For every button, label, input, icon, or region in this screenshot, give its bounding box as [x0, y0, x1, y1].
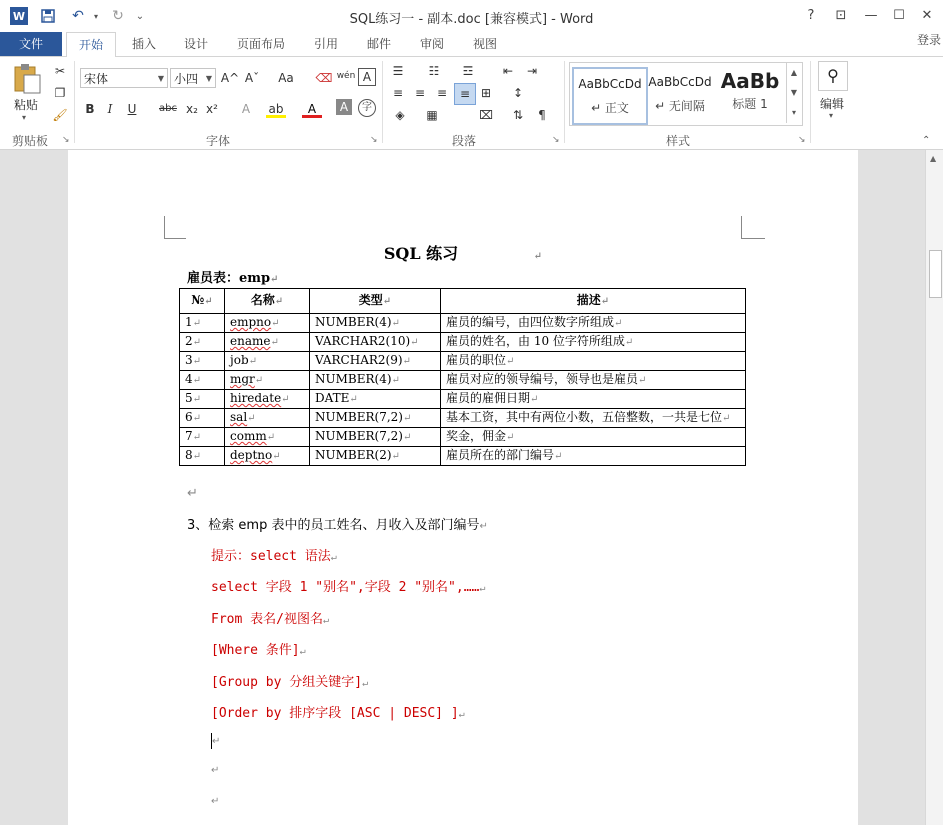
undo-icon[interactable]: ↶: [72, 8, 84, 24]
scroll-up-icon[interactable]: ▲: [930, 154, 937, 163]
cell-no[interactable]: 6↵: [180, 409, 225, 428]
table-row: [180, 371, 746, 390]
hint-line[interactable]: [Group by 分组关键字]↵: [211, 675, 369, 690]
chinese-layout-icon[interactable]: ⌧: [479, 108, 493, 122]
justify-icon[interactable]: ≡: [454, 83, 476, 105]
hint-line[interactable]: 提示：select 语法↵: [211, 549, 337, 564]
undo-dropdown-icon[interactable]: ▾: [93, 11, 98, 21]
cell-name[interactable]: deptno↵: [225, 447, 310, 466]
shading-icon[interactable]: ◈: [395, 108, 405, 122]
cell-desc[interactable]: 雇员所在的部门编号↵: [441, 447, 746, 466]
char-shading-icon[interactable]: A: [336, 99, 352, 115]
enclose-char-icon[interactable]: 字: [358, 99, 376, 117]
font-name-select[interactable]: [80, 68, 168, 88]
empty-paragraph[interactable]: ↵: [211, 765, 220, 776]
minimize-button[interactable]: —: [864, 8, 878, 23]
cell-name[interactable]: sal↵: [225, 409, 310, 428]
separator: [382, 61, 383, 143]
cell-no[interactable]: 1↵: [180, 314, 225, 333]
close-button[interactable]: ✕: [921, 8, 933, 23]
style-name: ↵ 正文: [591, 101, 629, 115]
font-name-value: 宋体: [84, 72, 109, 86]
clipboard-launcher-icon[interactable]: ↘: [62, 135, 70, 145]
cell-desc[interactable]: 雇员的雇佣日期↵: [441, 390, 746, 409]
align-left-icon[interactable]: ≡: [392, 86, 404, 100]
cut-icon[interactable]: ✂: [54, 64, 66, 78]
help-button[interactable]: ?: [807, 8, 815, 23]
cell-name[interactable]: comm↵: [225, 428, 310, 447]
ribbon-tabs: [0, 32, 943, 57]
paste-icon[interactable]: [12, 63, 42, 95]
editing-label[interactable]: 编辑: [820, 97, 845, 111]
paste-label[interactable]: 粘贴: [14, 98, 39, 112]
paste-dropdown-icon[interactable]: ▾: [22, 113, 27, 122]
header-desc[interactable]: 描述↵: [441, 289, 746, 314]
font-size-value: 小四: [174, 72, 199, 86]
sign-in-link[interactable]: 登录: [916, 33, 941, 47]
line-spacing-icon[interactable]: ↕: [512, 86, 524, 100]
hint-line[interactable]: select 字段 1 "别名",字段 2 "别名",……↵: [211, 580, 486, 595]
cell-type[interactable]: NUMBER(4)↵: [310, 371, 441, 390]
highlight-icon[interactable]: ab: [266, 99, 286, 118]
separator: [74, 61, 75, 143]
subscript-button[interactable]: x₂: [186, 102, 198, 116]
cell-type[interactable]: VARCHAR2(9)↵: [310, 352, 441, 371]
superscript-button[interactable]: x²: [206, 102, 218, 116]
title-bar: [0, 0, 943, 32]
maximize-button[interactable]: ☐: [893, 8, 905, 23]
table-row: [180, 352, 746, 371]
paragraph-launcher-icon[interactable]: ↘: [552, 135, 560, 145]
cell-type[interactable]: NUMBER(7,2)↵: [310, 428, 441, 447]
table-row: [180, 390, 746, 409]
scroll-thumb[interactable]: [929, 250, 942, 298]
copy-icon[interactable]: ❐: [54, 86, 66, 100]
style-name: 标题 1: [732, 97, 768, 111]
ribbon-display-button[interactable]: ⊡: [835, 8, 847, 23]
format-painter-icon[interactable]: 🖌: [52, 108, 68, 122]
cell-no[interactable]: 8↵: [180, 447, 225, 466]
tab-design[interactable]: 设计: [183, 37, 208, 51]
tab-insert[interactable]: 插入: [131, 37, 156, 51]
font-color-icon[interactable]: A: [302, 99, 322, 118]
font-launcher-icon[interactable]: ↘: [370, 135, 378, 145]
table-header-row: [180, 289, 746, 314]
emp-table[interactable]: [179, 288, 746, 466]
table-row: [180, 333, 746, 352]
style-normal[interactable]: [572, 67, 648, 125]
bold-button[interactable]: B: [85, 102, 95, 116]
cell-no[interactable]: 5↵: [180, 390, 225, 409]
align-right-icon[interactable]: ≡: [436, 86, 448, 100]
strikethrough-button[interactable]: abc: [159, 103, 177, 114]
tab-view[interactable]: 视图: [472, 37, 497, 51]
cell-desc[interactable]: 雇员的编号，由四位数字所组成↵: [441, 314, 746, 333]
cell-no[interactable]: 3↵: [180, 352, 225, 371]
paragraph-mark: ↵: [187, 486, 198, 501]
underline-button[interactable]: U: [127, 102, 137, 116]
separator: [810, 61, 811, 143]
font-group-label: 字体: [206, 134, 231, 148]
styles-scroll[interactable]: ▲ ▼ ▾: [786, 63, 801, 123]
redo-icon[interactable]: ↻: [112, 8, 124, 24]
corner-mark: [741, 238, 765, 239]
paragraph-group-label: 段落: [452, 134, 477, 148]
multilevel-list-icon[interactable]: ☲: [462, 64, 474, 78]
header-name[interactable]: 名称↵: [225, 289, 310, 314]
decrease-indent-icon[interactable]: ⇤: [502, 64, 514, 78]
hint-line[interactable]: From 表名/视图名↵: [211, 612, 329, 627]
clear-format-icon[interactable]: ⌫: [315, 71, 333, 85]
table-row: [180, 314, 746, 333]
cell-name[interactable]: mgr↵: [225, 371, 310, 390]
numbering-icon[interactable]: ☷: [428, 64, 440, 78]
distributed-icon[interactable]: ⊞: [480, 86, 492, 100]
tab-references[interactable]: 引用: [313, 37, 338, 51]
empty-paragraph[interactable]: ↵: [211, 796, 220, 807]
cell-name[interactable]: ename↵: [225, 333, 310, 352]
bullets-icon[interactable]: ☰: [392, 64, 404, 78]
cell-desc[interactable]: 奖金，佣金↵: [441, 428, 746, 447]
ribbon: [0, 57, 943, 150]
cell-type[interactable]: NUMBER(2)↵: [310, 447, 441, 466]
document-page[interactable]: [68, 150, 858, 825]
table-row: [180, 447, 746, 466]
customize-quick-access-icon[interactable]: ⌄: [135, 10, 145, 22]
style-preview: AaBb: [720, 69, 780, 93]
header-type[interactable]: 类型↵: [310, 289, 441, 314]
document-title[interactable]: SQL 练习 ↵: [383, 244, 543, 263]
show-marks-icon[interactable]: ¶: [538, 108, 546, 122]
question-3[interactable]: 3、检索 emp 表中的员工姓名、月收入及部门编号↵: [187, 518, 488, 533]
window-title: SQL练习一 - 副本.doc [兼容模式] - Word: [349, 12, 594, 27]
document-area: [0, 150, 925, 825]
corner-mark: [741, 216, 742, 238]
tab-home[interactable]: 开始: [66, 32, 116, 58]
tab-layout[interactable]: 页面布局: [236, 37, 285, 51]
char-border-button[interactable]: A: [358, 68, 376, 86]
text-effects-icon[interactable]: A: [241, 102, 251, 116]
vertical-scrollbar[interactable]: [925, 150, 943, 825]
cell-no[interactable]: 7↵: [180, 428, 225, 447]
cell-desc[interactable]: 雇员对应的领导编号，领导也是雇员↵: [441, 371, 746, 390]
hint-line[interactable]: [Order by 排序字段 [ASC | DESC] ]↵: [211, 706, 465, 721]
align-center-icon[interactable]: ≡: [414, 86, 426, 100]
header-no[interactable]: №↵: [180, 289, 225, 314]
style-preview: AaBbCcDd: [578, 77, 642, 91]
hint-line[interactable]: [Where 条件]↵: [211, 643, 306, 658]
cell-type[interactable]: NUMBER(4)↵: [310, 314, 441, 333]
chevron-down-icon: ▼: [157, 74, 164, 83]
cell-type[interactable]: NUMBER(7,2)↵: [310, 409, 441, 428]
corner-mark: [164, 238, 186, 239]
cell-type[interactable]: VARCHAR2(10)↵: [310, 333, 441, 352]
cell-desc[interactable]: 雇员的职位↵: [441, 352, 746, 371]
style-name: ↵ 无间隔: [655, 99, 705, 113]
chevron-down-icon: ▼: [205, 74, 212, 83]
italic-button[interactable]: I: [107, 102, 113, 116]
table-row: [180, 428, 746, 447]
cell-name[interactable]: empno↵: [225, 314, 310, 333]
cell-desc[interactable]: 基本工资，其中有两位小数，五倍整数，一共是七位↵: [441, 409, 746, 428]
tab-review[interactable]: 审阅: [419, 37, 444, 51]
cell-desc[interactable]: 雇员的姓名，由 10 位字符所组成↵: [441, 333, 746, 352]
change-case-button[interactable]: Aa: [278, 71, 294, 85]
cell-name[interactable]: hiredate↵: [225, 390, 310, 409]
shrink-font-button[interactable]: Aˇ: [244, 71, 260, 85]
cell-no[interactable]: 2↵: [180, 333, 225, 352]
clipboard-group-label: 剪贴板: [12, 134, 49, 148]
cell-name[interactable]: job↵: [225, 352, 310, 371]
font-size-select[interactable]: [170, 68, 216, 88]
cell-type[interactable]: DATE↵: [310, 390, 441, 409]
tab-mailings[interactable]: 邮件: [366, 37, 391, 51]
phonetic-guide-button[interactable]: wén: [336, 71, 356, 81]
cell-no[interactable]: 4↵: [180, 371, 225, 390]
grow-font-button[interactable]: A^: [220, 71, 240, 85]
word-icon[interactable]: W: [10, 7, 28, 25]
editing-dropdown-icon[interactable]: ▾: [829, 111, 834, 120]
collapse-ribbon-icon[interactable]: ⌃: [922, 135, 931, 146]
style-preview: AaBbCcDd: [648, 75, 712, 89]
style-no-spacing[interactable]: [644, 67, 716, 121]
binoculars-icon[interactable]: ⚲: [818, 61, 848, 91]
table-row: [180, 409, 746, 428]
corner-mark: [164, 216, 165, 238]
increase-indent-icon[interactable]: ⇥: [526, 64, 538, 78]
style-heading-1[interactable]: [714, 67, 786, 121]
tab-file[interactable]: 文件: [0, 32, 62, 56]
separator: [564, 61, 565, 143]
borders-icon[interactable]: ▦: [426, 108, 438, 122]
sort-icon[interactable]: ⇅: [512, 108, 524, 122]
table-label[interactable]: 雇员表：emp↵: [187, 271, 279, 286]
text-cursor-line[interactable]: ↵: [211, 733, 220, 749]
styles-launcher-icon[interactable]: ↘: [798, 135, 806, 145]
styles-group-label: 样式: [666, 134, 691, 148]
